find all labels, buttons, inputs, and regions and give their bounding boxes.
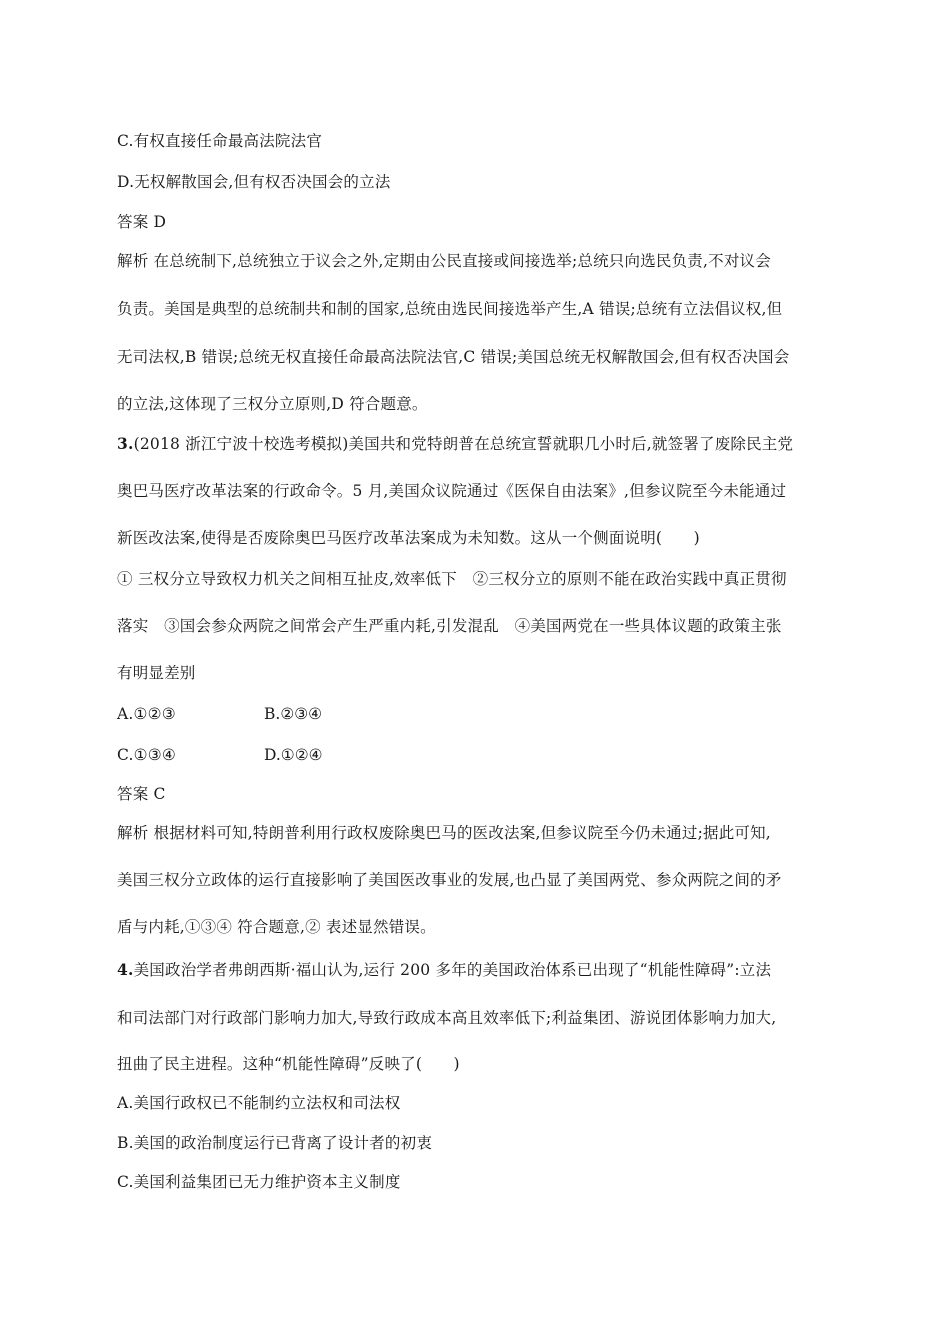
q3-answer: 答案 C [117,785,166,803]
q3-statement-line: 有明显差别 [117,664,196,682]
q4-option-b: B.美国的政治制度运行已背离了设计者的初衷 [117,1134,433,1152]
q3-option-c: C.①③④ [117,746,176,764]
q3-option-d: D.①②④ [264,746,323,764]
q3-analysis-line: 盾与内耗,①③④ 符合题意,② 表述显然错误。 [117,918,436,936]
q3-statement-line: 落实 ③国会参众两院之间常会产生严重内耗,引发混乱 ④美国两党在一些具体议题的政策主张 [117,617,782,635]
q3-analysis-line: 解析 根据材料可知,特朗普利用行政权废除奥巴马的医改法案,但参议院至今仍未通过;据此可知, [117,824,771,842]
q3-stem-line: 新医改法案,使得是否废除奥巴马医疗改革法案成为未知数。这从一个侧面说明( ) [117,529,700,547]
q2-analysis-line: 无司法权,B 错误;总统无权直接任命最高法院法官,C 错误;美国总统无权解散国会,但有权否决国会 [117,348,790,366]
q2-answer: 答案 D [117,213,167,231]
q3-stem-line-1 [117,434,793,454]
q2-analysis-line: 解析 在总统制下,总统独立于议会之外,定期由公民直接或间接选举;总统只向选民负责,不对议会 [117,252,771,270]
q3-analysis-line: 美国三权分立政体的运行直接影响了美国医改事业的发展,也凸显了美国两党、参众两院之间的矛 [117,871,782,889]
q4-stem-text: 美国政治学者弗朗西斯·福山认为,运行 200 多年的美国政治体系已出现了“机能性障碍”:立法 [133,961,772,979]
q3-stem-text: (2018 浙江宁波十校选考模拟)美国共和党特朗普在总统宣誓就职几小时后,就签署了废除民主党 [133,435,794,453]
q4-number: 4. [117,960,134,979]
q3-option-a: A.①②③ [117,705,176,723]
q2-analysis-line: 负责。美国是典型的总统制共和制的国家,总统由选民间接选举产生,A 错误;总统有立法倡议权,但 [117,300,783,318]
q3-number: 3. [117,434,134,453]
q4-option-a: A.美国行政权已不能制约立法权和司法权 [117,1094,401,1112]
q3-statement-line: ① 三权分立导致权力机关之间相互扯皮,效率低下 ②三权分立的原则不能在政治实践中真正贯彻 [117,570,787,588]
q2-option-d: D.无权解散国会,但有权否决国会的立法 [117,173,391,191]
q4-stem-line: 扭曲了民主进程。这种“机能性障碍”反映了( ) [117,1055,460,1073]
q4-stem-line-1 [117,960,771,980]
q2-option-c: C.有权直接任命最高法院法官 [117,132,323,150]
q2-analysis-line: 的立法,这体现了三权分立原则,D 符合题意。 [117,395,428,413]
q4-stem-line: 和司法部门对行政部门影响力加大,导致行政成本高且效率低下;利益集团、游说团体影响力加大, [117,1009,777,1027]
q4-option-c: C.美国利益集团已无力维护资本主义制度 [117,1173,401,1191]
q3-stem-line: 奥巴马医疗改革法案的行政命令。5 月,美国众议院通过《医保自由法案》,但参议院至今未能通过 [117,482,787,500]
q3-option-b: B.②③④ [264,705,323,723]
